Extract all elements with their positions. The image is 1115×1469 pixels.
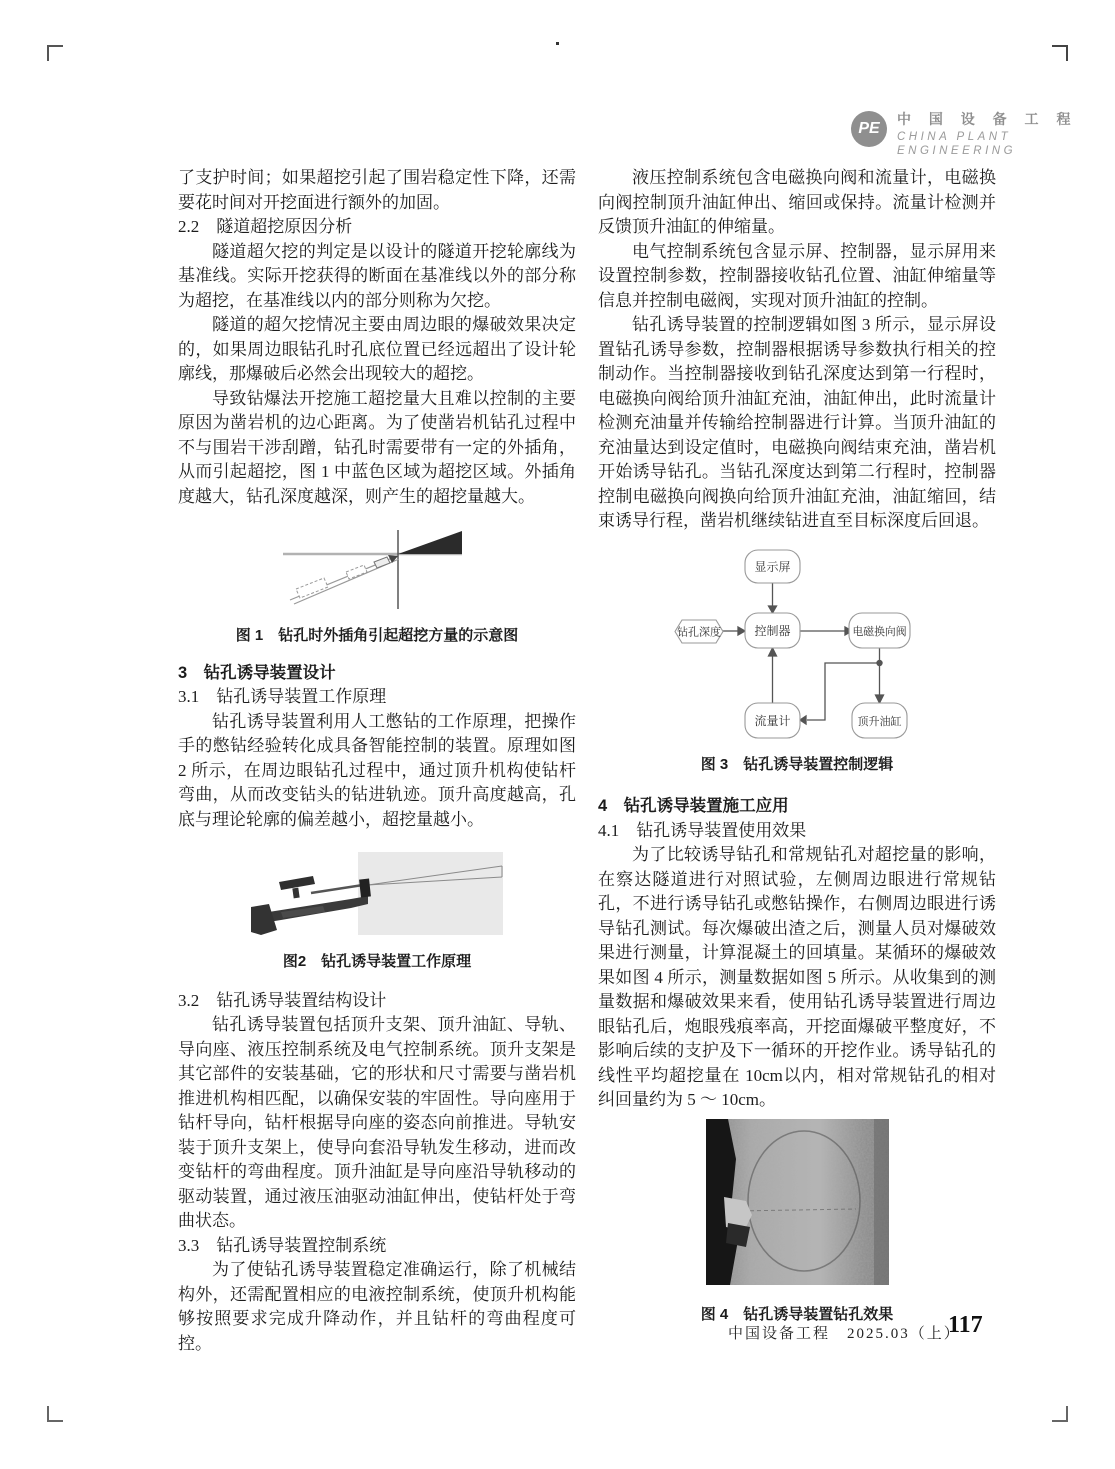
- crop-mark-bottom-left: [47, 1406, 63, 1422]
- figure-1: [178, 525, 576, 647]
- left-column: [178, 166, 576, 1356]
- brand-name-cn: 中 国 设 备 工 程: [897, 111, 1078, 127]
- crop-mark-top-right: [1052, 45, 1068, 61]
- node-flow-meter: 流量计: [754, 713, 791, 728]
- footer-page-number: 117: [948, 1312, 983, 1338]
- figure-4-photo: [706, 1119, 889, 1285]
- paragraph: 电气控制系统包含显示屏、控制器，显示屏用来设置控制参数，控制器接收钻孔位置、油缸伸缩量等信息并控制电磁阀，实现对顶升油缸的控制。: [598, 241, 996, 310]
- paragraph: 液压控制系统包含电磁换向阀和流量计，电磁换向阀控制顶升油缸伸出、缩回或保持。流量计检测并反馈顶升油缸的伸缩量。: [598, 168, 996, 236]
- figure-4-caption: 图 4 钻孔诱导装置钻孔效果: [700, 1306, 894, 1323]
- node-display-screen: 显示屏: [754, 559, 791, 574]
- figure-2-caption: 图2 钻孔诱导装置工作原理: [282, 952, 472, 970]
- figure-1-caption: 图 1 钻孔时外插角引起超挖方量的示意图: [235, 626, 519, 644]
- paragraph: 了支护时间；如果超挖引起了围岩稳定性下降，还需要花时间对开挖面进行额外的加固。: [178, 168, 576, 212]
- right-column: [598, 166, 996, 1326]
- cpe-logo-icon: PE: [851, 111, 887, 147]
- subsection-heading-2-2: 2.2 隧道超挖原因分析: [178, 217, 353, 236]
- figure-3-caption: 图 3 钻孔诱导装置控制逻辑: [700, 756, 894, 773]
- section-heading-4: 4 钻孔诱导装置施工应用: [598, 797, 789, 815]
- paragraph: 隧道超欠挖的判定是以设计的隧道开挖轮廓线为基准线。实际开挖获得的断面在基准线以外的部分称为超挖，在基准线以内的部分则称为欠挖。: [178, 241, 576, 310]
- paragraph: 为了比较诱导钻孔和常规钻孔对超挖量的影响，在察达隧道进行对照试验，左侧周边眼进行常规钻孔，不进行诱导钻孔或憋钻操作，右侧周边眼进行诱导钻孔测试。每次爆破出渣之后，测量人员对爆破效果进行测量，计算混凝土的回填量。某循环的爆破效果如图 4 所示，测量数据如图 5 所示。从收集到的测量数据和爆破效果来看，使用钻孔诱导装置进行周边眼钻孔后，炮眼残痕率高，开挖面爆破平整度好，不影响后续的支护及下一循环的开挖作业。诱导钻孔的线性平均超挖量在 10cm以内，相对常规钻孔的相对纠回量约为 5 ～ 10cm。: [598, 845, 996, 1109]
- figure-4: [598, 1119, 996, 1327]
- figure-3: [598, 545, 996, 777]
- crop-mark-top-left: [47, 45, 63, 61]
- node-solenoid-valve: 电磁换向阀: [852, 625, 908, 638]
- paragraph: 导致钻爆法开挖施工超挖量大且难以控制的主要原因为凿岩机的边心距离。为了使凿岩机钻孔过程中不与围岩干涉刮蹭，钻孔时需要带有一定的外插角，从而引起超挖，图 1 中蓝色区域为超挖区域。外插角度越大，钻孔深度越深，则产生的超挖量越大。: [178, 388, 576, 506]
- footer-journal-info: 中国设备工程 2025.03（上）: [728, 1326, 961, 1342]
- drill-rod: [290, 555, 399, 604]
- subsection-heading-4-1: 4.1 钻孔诱导装置使用效果: [598, 820, 807, 840]
- subsection-heading-3-2: 3.2 钻孔诱导装置结构设计: [178, 990, 387, 1010]
- brand-name-en-line2: ENGINEERING: [897, 145, 1017, 157]
- flowchart-arrows: [723, 583, 884, 724]
- flowchart-nodes: [675, 550, 910, 738]
- paragraph: 钻孔诱导装置包括顶升支架、顶升油缸、导轨、导向座、液压控制系统及电气控制系统。顶升支架是其它部件的安装基础，它的形状和尺寸需要与凿岩机推进机构相匹配，以确保安装的牢固性。导向座用于钻杆导向，钻杆根据导向座的姿态向前推进。导轨安装于顶升支架上，使导向套沿导轨发生移动，进而改变钻杆的弯曲程度。顶升油缸是导向座沿导轨移动的驱动装置，通过液压油驱动油缸伸出，使钻杆处于弯曲状态。: [178, 1015, 576, 1230]
- journal-brand: [851, 109, 1077, 157]
- registration-dot: [556, 42, 559, 45]
- figure-1-schematic: [178, 525, 576, 611]
- figure-2-device-image: [251, 852, 503, 935]
- brand-text: [897, 109, 1077, 157]
- shadow-strip: [874, 1119, 889, 1285]
- subsection-heading-3-1: 3.1 钻孔诱导装置工作原理: [178, 687, 387, 706]
- node-drilling-depth: 钻孔深度: [677, 626, 721, 638]
- crop-mark-bottom-right: [1052, 1406, 1068, 1422]
- overbreak-wedge: [398, 531, 462, 554]
- node-controller: 控制器: [754, 623, 791, 638]
- paragraph: 钻孔诱导装置利用人工憋钻的工作原理，把操作手的憋钻经验转化成具备智能控制的装置。原理如图 2 所示，在周边眼钻孔过程中，通过顶升机构使钻杆弯曲，从而改变钻头的钻进轨迹。顶升高度越高，孔底与理论轮廓的偏差越小，超挖量越小。: [178, 711, 576, 829]
- subsection-heading-3-3: 3.3 钻孔诱导装置控制系统: [178, 1235, 387, 1255]
- section-heading-3: 3 钻孔诱导装置设计: [178, 663, 336, 682]
- figure-2: [178, 852, 576, 973]
- paragraph: 隧道的超欠挖情况主要由周边眼的爆破效果决定的，如果周边眼钻孔时孔底位置已经远超出了设计轮廓线，那爆破后必然会出现较大的超挖。: [178, 315, 576, 383]
- guidance-device-body: [251, 876, 371, 935]
- figure-3-flowchart: [598, 545, 996, 743]
- paragraph: 为了使钻孔诱导装置稳定准确运行，除了机械结构外，还需配置相应的电液控制系统，使顶升机构能够按照要求完成升降动作，并且钻杆的弯曲程度可控。: [178, 1260, 576, 1353]
- rock-background: [358, 852, 503, 935]
- brand-name-en-line1: CHINA PLANT: [897, 131, 1012, 143]
- paragraph: 钻孔诱导装置的控制逻辑如图 3 所示，显示屏设置钻孔诱导参数，控制器根据诱导参数执行相关的控制动作。当控制器接收到钻孔深度达到第一行程时，电磁换向阀给顶升油缸充油，油缸伸出，此时流量计检测充油量并传输给控制器进行计算。当顶升油缸的充油量达到设定值时，电磁换向阀结束充油，凿岩机开始诱导钻孔。当钻孔深度达到第二行程时，控制器控制电磁换向阀换向给顶升油缸充油，油缸缩回，结束诱导行程，凿岩机继续钻进直至目标深度后回退。: [598, 315, 996, 530]
- node-jacking-cylinder: 顶升油缸: [857, 715, 902, 728]
